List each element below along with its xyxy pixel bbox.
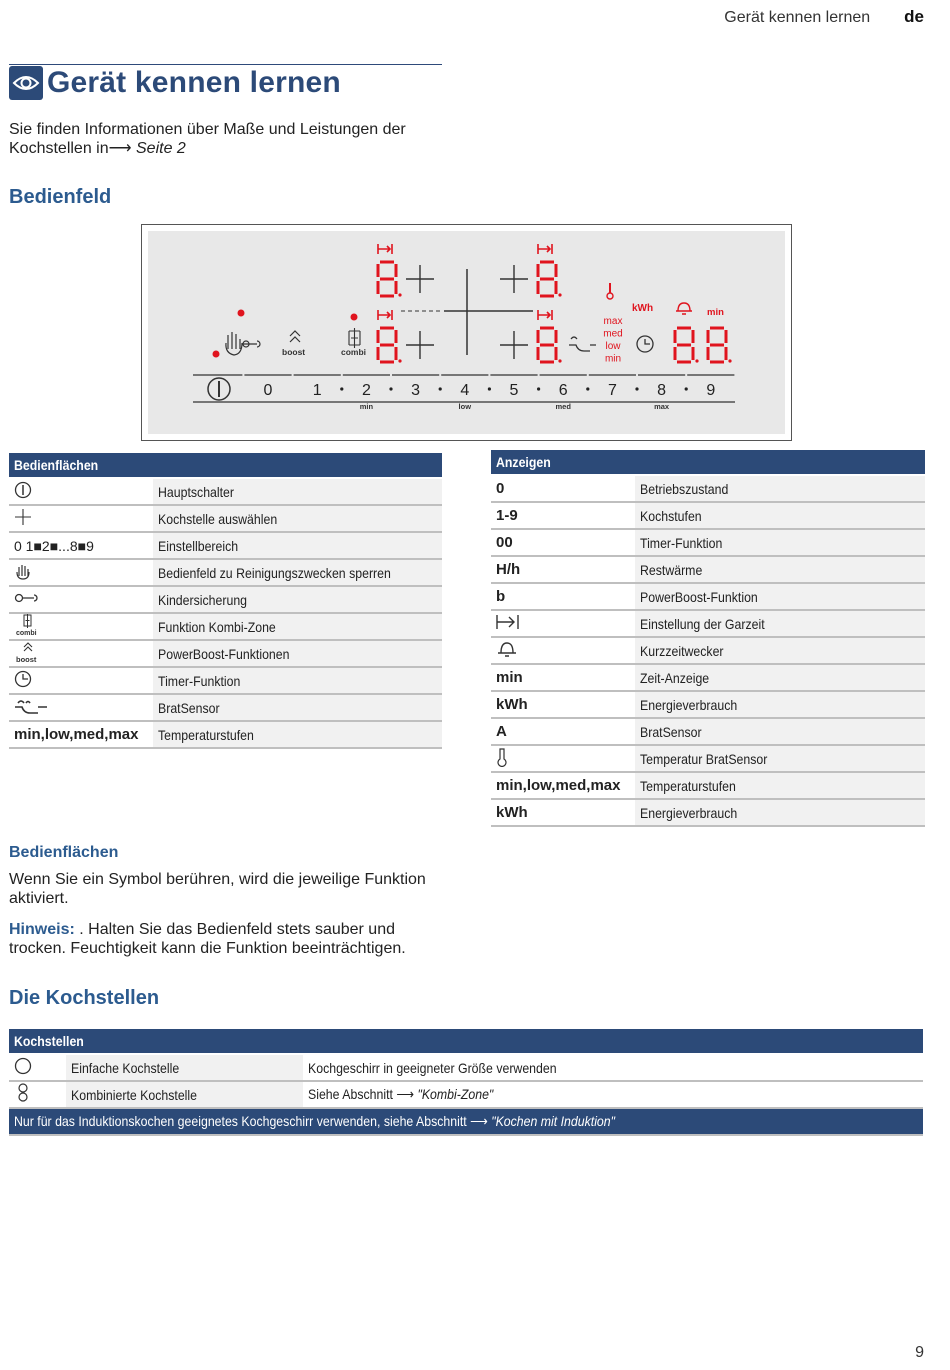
description-text: Betriebszustand bbox=[640, 480, 729, 497]
table-row bbox=[9, 505, 442, 532]
table-row bbox=[491, 502, 925, 529]
chapter-title: Gerät kennen lernen bbox=[47, 66, 341, 99]
thermometer-icon bbox=[491, 745, 635, 772]
key-icon bbox=[9, 586, 153, 613]
description-text: Energieverbrauch bbox=[640, 696, 738, 713]
crosshair-icon[interactable] bbox=[406, 331, 434, 359]
symbol-cell bbox=[491, 556, 635, 583]
description-cell bbox=[635, 745, 925, 772]
description-text: Bedienfeld zu Reinigungszwecken sperren bbox=[158, 564, 391, 581]
description-text: Kurzzeitwecker bbox=[640, 642, 724, 659]
zone-bottom-right[interactable] bbox=[500, 310, 562, 363]
subsection-title: Bedienflächen bbox=[9, 844, 119, 861]
crosshair-icon[interactable] bbox=[406, 265, 434, 293]
table-row bbox=[491, 718, 925, 745]
description-text: Zeit-Anzeige bbox=[640, 669, 710, 686]
description-cell bbox=[153, 478, 442, 505]
table-header bbox=[9, 1029, 923, 1054]
table-header-text: Kochstellen bbox=[14, 1033, 84, 1049]
eye-icon bbox=[9, 66, 43, 100]
min-label: min bbox=[707, 307, 724, 318]
boost-label: boost bbox=[282, 347, 306, 357]
slider-digit[interactable]: 7 bbox=[607, 382, 617, 399]
page-number: 9 bbox=[915, 1344, 924, 1361]
duration-icon bbox=[538, 244, 552, 254]
description-cell bbox=[635, 691, 925, 718]
svg-text:boost: boost bbox=[16, 655, 37, 663]
display-symbol: 0 bbox=[496, 480, 505, 497]
section-title-kochstellen: Die Kochstellen bbox=[9, 987, 160, 1009]
crosshair-icon[interactable] bbox=[500, 331, 528, 359]
description-cell bbox=[153, 613, 442, 640]
intro-paragraph bbox=[9, 120, 449, 158]
slider-dot bbox=[488, 387, 491, 390]
hand-icon[interactable] bbox=[226, 332, 242, 355]
description-text: PowerBoost-Funktion bbox=[640, 588, 758, 605]
bedienflaechen-table bbox=[9, 453, 442, 749]
zone-display-digit bbox=[538, 328, 562, 363]
footer-text: Nur für das Induktionskochen geeignetes Kochgeschirr verwenden, siehe Abschnitt bbox=[14, 1113, 471, 1129]
description-text: PowerBoost-Funktionen bbox=[158, 645, 290, 662]
table-row bbox=[491, 772, 925, 799]
zone-display-digit bbox=[378, 262, 402, 297]
description-text: Kochstufen bbox=[640, 507, 702, 524]
display-symbol: min,low,med,max bbox=[496, 777, 621, 794]
zone-desc-cell bbox=[303, 1081, 923, 1108]
display-symbol: min bbox=[496, 669, 523, 686]
kochstellen-table bbox=[9, 1029, 923, 1136]
indicator-led bbox=[213, 351, 220, 358]
slider-digit[interactable]: 0 bbox=[263, 382, 273, 399]
duration-icon bbox=[491, 610, 635, 637]
footer-cell bbox=[9, 1108, 923, 1135]
zone-display-digit bbox=[538, 262, 562, 297]
zone-top-left[interactable] bbox=[378, 244, 434, 297]
description-text: Einstellung der Garzeit bbox=[640, 615, 765, 632]
power-icon bbox=[9, 478, 153, 505]
description-cell bbox=[635, 475, 925, 502]
description-cell bbox=[635, 664, 925, 691]
clock-icon bbox=[9, 667, 153, 694]
timer-digit bbox=[708, 328, 732, 363]
control-panel-svg bbox=[148, 231, 785, 434]
duration-icon bbox=[378, 244, 392, 254]
hand-icon bbox=[9, 559, 153, 586]
running-header-title: Gerät kennen lernen bbox=[724, 9, 871, 26]
duration-icon bbox=[378, 310, 392, 320]
table-row bbox=[9, 1054, 923, 1081]
table-row bbox=[9, 721, 442, 748]
table-row bbox=[491, 691, 925, 718]
symbol-cell bbox=[9, 721, 153, 748]
slider-digit[interactable]: 2 bbox=[361, 382, 371, 399]
zone-display-digit bbox=[378, 328, 402, 363]
section-reference[interactable]: "Kochen mit Induktion" bbox=[491, 1113, 616, 1129]
table-row bbox=[491, 583, 925, 610]
description-text: Restwärme bbox=[640, 561, 703, 578]
display-symbol: kWh bbox=[496, 804, 528, 821]
description-text: Timer-Funktion bbox=[158, 672, 241, 689]
description-text: Temperaturstufen bbox=[640, 777, 736, 794]
crosshair-icon[interactable] bbox=[500, 265, 528, 293]
clock-icon[interactable] bbox=[637, 336, 653, 352]
symbol-cell bbox=[491, 529, 635, 556]
description-cell bbox=[635, 637, 925, 664]
table-row bbox=[491, 610, 925, 637]
table-row bbox=[491, 799, 925, 826]
description-text: Temperatur BratSensor bbox=[640, 750, 768, 767]
description-text: Energieverbrauch bbox=[640, 804, 738, 821]
symbol-cell bbox=[9, 532, 153, 559]
indicator-led bbox=[238, 310, 245, 317]
table-row bbox=[9, 667, 442, 694]
single-zone-icon bbox=[9, 1054, 66, 1081]
chapter-heading bbox=[9, 64, 442, 100]
section-reference[interactable]: "Kombi-Zone" bbox=[417, 1086, 494, 1102]
combi-icon[interactable] bbox=[341, 328, 366, 357]
thermometer-icon bbox=[607, 283, 613, 299]
table-row bbox=[491, 475, 925, 502]
svg-text:combi: combi bbox=[16, 630, 37, 636]
display-symbol: min,low,med,max bbox=[14, 726, 139, 743]
boost-icon[interactable] bbox=[282, 331, 305, 357]
description-text: BratSensor bbox=[158, 699, 220, 716]
arrow-icon: ⟶ bbox=[396, 1086, 418, 1102]
zone-desc: Siehe Abschnitt bbox=[308, 1086, 397, 1102]
table-row bbox=[9, 1081, 923, 1108]
temperature-level-label: med bbox=[603, 328, 623, 340]
table-header-text: Bedienflächen bbox=[14, 457, 99, 473]
table-row bbox=[491, 664, 925, 691]
description-text: Funktion Kombi-Zone bbox=[158, 618, 276, 635]
description-cell bbox=[153, 694, 442, 721]
timer-digit bbox=[675, 328, 699, 363]
zone-top-right[interactable] bbox=[500, 244, 562, 297]
pan-sensor-icon bbox=[9, 694, 153, 721]
temperature-level-label: low bbox=[605, 341, 621, 352]
kwh-label: kWh bbox=[632, 303, 654, 314]
table-footer-row bbox=[9, 1108, 923, 1135]
slider-digit[interactable]: 3 bbox=[411, 382, 421, 399]
slider-dot bbox=[635, 387, 638, 390]
power-slider[interactable] bbox=[193, 375, 736, 411]
description-text: Timer-Funktion bbox=[640, 534, 723, 551]
description-cell bbox=[635, 556, 925, 583]
temperature-levels bbox=[603, 316, 622, 365]
table-row bbox=[9, 532, 442, 559]
power-icon[interactable] bbox=[208, 378, 230, 400]
crosshair-icon bbox=[9, 505, 153, 532]
section-title-bedienfeld: Bedienfeld bbox=[9, 186, 112, 208]
page-reference[interactable]: Seite 2 bbox=[131, 140, 186, 157]
description-cell bbox=[153, 559, 442, 586]
description-text: Einstellbereich bbox=[158, 537, 239, 554]
slider-dot bbox=[586, 387, 589, 390]
slider-dot bbox=[340, 387, 343, 390]
slider-dot bbox=[685, 387, 688, 390]
description-cell bbox=[153, 586, 442, 613]
description-cell bbox=[635, 610, 925, 637]
slider-digit[interactable]: 1 bbox=[312, 382, 322, 399]
combi-label: combi bbox=[341, 347, 367, 357]
description-cell bbox=[635, 529, 925, 556]
zone-desc-cell bbox=[303, 1054, 923, 1081]
slider-sublabel: min bbox=[359, 402, 374, 411]
description-cell bbox=[635, 583, 925, 610]
slider-digit[interactable]: 5 bbox=[509, 382, 519, 399]
description-text: Hauptschalter bbox=[158, 483, 235, 500]
key-icon[interactable] bbox=[243, 341, 260, 347]
slider-digit[interactable]: 8 bbox=[657, 382, 667, 399]
symbol-cell bbox=[491, 799, 635, 826]
table-header bbox=[9, 453, 442, 478]
description-cell bbox=[153, 640, 442, 667]
duration-icon bbox=[538, 310, 552, 320]
display-symbol: kWh bbox=[496, 696, 528, 713]
symbol-cell bbox=[491, 502, 635, 529]
note-label: Hinweis: bbox=[9, 921, 75, 938]
slider-sublabel: med bbox=[555, 402, 571, 411]
description-cell bbox=[635, 799, 925, 826]
bedienflaechen-paragraph: Wenn Sie ein Symbol berühren, wird die jeweilige Funktion aktiviert. bbox=[9, 871, 426, 907]
description-text: Kindersicherung bbox=[158, 591, 248, 608]
description-cell bbox=[153, 721, 442, 748]
table-row bbox=[9, 694, 442, 721]
combined-zone-icon bbox=[9, 1081, 66, 1108]
table-row bbox=[491, 745, 925, 772]
running-header bbox=[724, 7, 924, 27]
description-cell bbox=[635, 502, 925, 529]
arrow-icon: ⟶ bbox=[470, 1113, 492, 1129]
note-paragraph bbox=[9, 920, 454, 958]
table-header-text: Anzeigen bbox=[496, 454, 551, 470]
slider-digit[interactable]: 6 bbox=[558, 382, 568, 399]
slider-digit[interactable]: 4 bbox=[460, 382, 470, 399]
description-cell bbox=[153, 505, 442, 532]
temperature-level-label: min bbox=[604, 353, 622, 365]
description-cell bbox=[635, 718, 925, 745]
language-code: de bbox=[904, 7, 924, 26]
table-row bbox=[9, 559, 442, 586]
description-cell bbox=[153, 667, 442, 694]
table-row bbox=[9, 586, 442, 613]
table-row bbox=[9, 478, 442, 505]
bell-icon bbox=[491, 637, 635, 664]
arrow-icon: ⟶ bbox=[108, 140, 132, 157]
description-cell bbox=[153, 532, 442, 559]
description-cell bbox=[635, 772, 925, 799]
symbol-cell bbox=[491, 718, 635, 745]
bell-icon bbox=[676, 303, 692, 314]
display-symbol: H/h bbox=[496, 561, 521, 578]
display-symbol: 00 bbox=[496, 534, 513, 551]
symbol-cell bbox=[491, 691, 635, 718]
zone-name-cell bbox=[66, 1081, 303, 1108]
temperature-level-label: max bbox=[603, 316, 623, 327]
description-text: Temperaturstufen bbox=[158, 726, 254, 743]
table-row bbox=[491, 529, 925, 556]
symbol-cell bbox=[491, 772, 635, 799]
zone-name-cell bbox=[66, 1054, 303, 1081]
indicator-led bbox=[351, 314, 358, 321]
table-row bbox=[9, 613, 442, 640]
table-header bbox=[491, 450, 925, 475]
slider-dot bbox=[537, 387, 540, 390]
display-symbol: A bbox=[496, 723, 507, 740]
zone-desc: Kochgeschirr in geeigneter Größe verwenden bbox=[308, 1059, 557, 1076]
symbol-cell bbox=[491, 475, 635, 502]
display-symbol: 1-9 bbox=[496, 507, 518, 524]
note-text: . Halten Sie das Bedienfeld stets sauber und trocken. Feuchtigkeit kann die Funktion beeinträchtigen. bbox=[9, 921, 406, 957]
display-symbol: 0 1■2■...8■9 bbox=[14, 537, 94, 554]
pan-sensor-icon[interactable] bbox=[569, 337, 596, 351]
symbol-cell bbox=[491, 664, 635, 691]
table-row bbox=[491, 556, 925, 583]
zone-bottom-left[interactable] bbox=[378, 310, 434, 363]
display-symbol: b bbox=[496, 588, 506, 605]
slider-dot bbox=[439, 387, 442, 390]
combi-icon bbox=[9, 613, 153, 640]
slider-sublabel: max bbox=[654, 402, 670, 411]
anzeigen-table bbox=[491, 450, 925, 827]
control-panel-surface bbox=[148, 231, 785, 434]
zone-name: Kombinierte Kochstelle bbox=[71, 1086, 198, 1103]
boost-icon bbox=[9, 640, 153, 667]
table-row bbox=[491, 637, 925, 664]
intro-text: Sie finden Informationen über Maße und Leistungen der Kochstellen in bbox=[9, 121, 406, 157]
slider-dot bbox=[389, 387, 392, 390]
zone-name: Einfache Kochstelle bbox=[71, 1059, 180, 1076]
control-panel-figure bbox=[141, 224, 792, 441]
symbol-cell bbox=[491, 583, 635, 610]
description-text: Kochstelle auswählen bbox=[158, 510, 278, 527]
slider-digit[interactable]: 9 bbox=[706, 382, 716, 399]
table-row bbox=[9, 640, 442, 667]
slider-sublabel: low bbox=[458, 402, 472, 411]
description-text: BratSensor bbox=[640, 723, 702, 740]
